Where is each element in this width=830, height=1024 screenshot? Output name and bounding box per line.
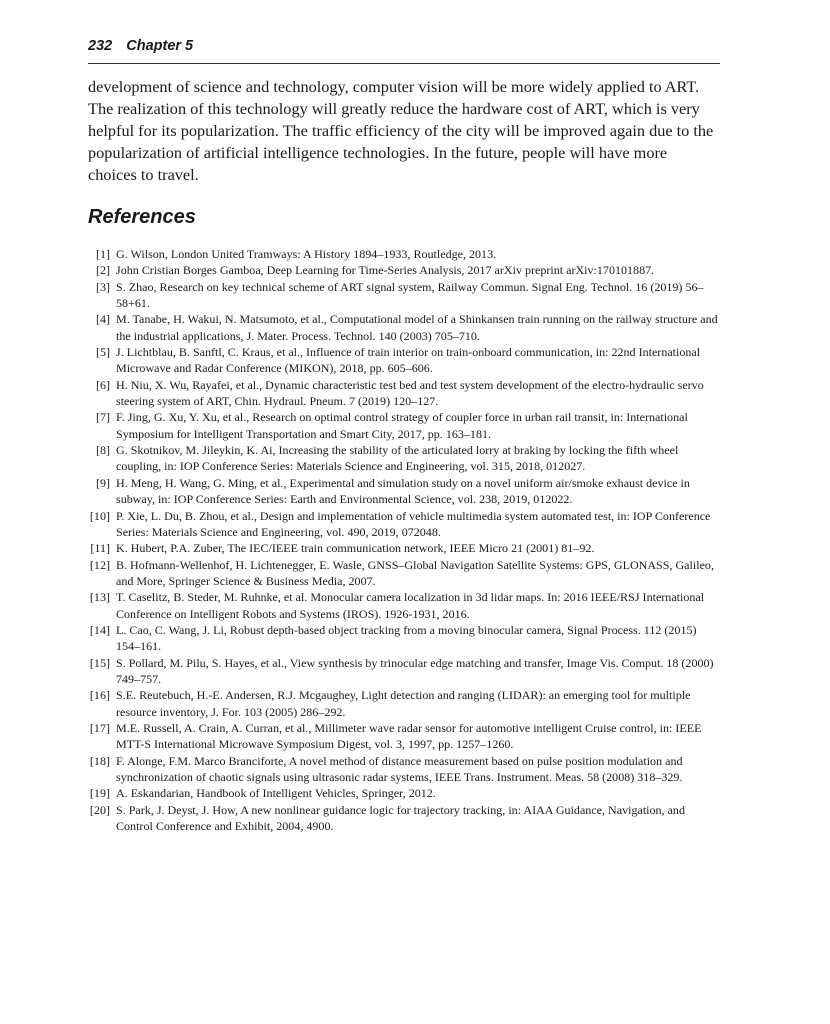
reference-item: [88, 344, 722, 377]
reference-number: [7]: [95, 410, 110, 425]
reference-item: [88, 557, 722, 590]
reference-number: [4]: [95, 312, 110, 327]
reference-text: M. Tanabe, H. Wakui, N. Matsumoto, et al., Computational model of a Shinkansen train running on the railway structure and the industrial applications, J. Mater. Process. Technol. 140 (2003) 705–710.: [116, 312, 718, 343]
running-header: [88, 38, 720, 54]
reference-item: [88, 622, 722, 655]
reference-text: A. Eskandarian, Handbook of Intelligent Vehicles, Springer, 2012.: [116, 786, 436, 801]
reference-text: T. Caselitz, B. Steder, M. Ruhnke, et al. Monocular camera localization in 3d lidar maps. In: 2016 IEEE/RSJ International Conference on Intelligent Robots and Systems (IROS). 1926-1931, 2016.: [116, 590, 705, 621]
reference-text: S. Pollard, M. Pilu, S. Hayes, et al., View synthesis by trinocular edge matching and transfer, Image Vis. Comput. 18 (2000) 749–757.: [116, 655, 714, 686]
reference-item: [88, 262, 722, 278]
reference-number: [10]: [89, 508, 110, 523]
reference-number: [5]: [95, 345, 110, 360]
reference-number: [14]: [89, 622, 110, 637]
reference-text: F. Alonge, F.M. Marco Branciforte, A novel method of distance measurement based on pulse position modulation and synchronization of chaotic signals using ultrasonic radar systems, IEEE Trans. Instrument. Meas. 58 (2008) 318–329.: [116, 753, 683, 784]
reference-text: H. Meng, H. Wang, G. Ming, et al., Experimental and simulation study on a novel uniform air/smoke exhaust device in subway, in: IOP Conference Series: Earth and Environmental Science, vol. 238, 2019, 012022.: [116, 475, 690, 507]
reference-item: [88, 687, 722, 720]
reference-item: [88, 409, 722, 442]
body-paragraph: development of science and technology, computer vision will be more widely applied to ART. The realization of this technology will greatly reduce the hardware cost of ART, which is very helpful for its popularization. The traffic efficiency of the city will be improved again due to the popularization of artificial intelligence technologies. In the future, people will have more choices to travel.: [88, 77, 714, 184]
reference-item: [88, 246, 722, 262]
reference-item: [88, 311, 722, 344]
reference-number: [18]: [89, 753, 110, 768]
references-heading: References: [88, 206, 196, 228]
reference-text: K. Hubert, P.A. Zuber, The IEC/IEEE train communication network, IEEE Micro 21 (2001) 81–92.: [116, 541, 595, 556]
page-number: 232: [88, 38, 113, 54]
reference-text: H. Niu, X. Wu, Rayafei, et al., Dynamic characteristic test bed and test system development of the electro-hydraulic servo steering system of ART, Chin. Hydraul. Pneum. 7 (2019) 120–127.: [116, 377, 704, 409]
reference-item: [88, 540, 722, 556]
reference-number: [11]: [90, 541, 110, 556]
reference-text: J. Lichtblau, B. Sanftl, C. Kraus, et al., Influence of train interior on train-onboard communication, in: 22nd International Microwave and Radar Conference (MIKON), 2018, pp. 605–606.: [116, 345, 701, 376]
reference-number: [13]: [89, 590, 110, 605]
reference-number: [3]: [95, 279, 110, 294]
reference-text: S. Zhao, Research on key technical scheme of ART signal system, Railway Commun. Signal Eng. Technol. 16 (2019) 56–58+61.: [116, 279, 704, 311]
reference-item: [88, 753, 722, 786]
reference-text: John Cristian Borges Gamboa, Deep Learning for Time-Series Analysis, 2017 arXiv preprint arXiv:170101887.: [116, 263, 655, 278]
reference-item: [88, 785, 722, 801]
reference-item: [88, 475, 722, 508]
reference-item: [88, 442, 722, 475]
reference-text: S.E. Reutebuch, H.-E. Andersen, R.J. Mcgaughey, Light detection and ranging (LIDAR): an emerging tool for multiple resource inventory, J. For. 103 (2005) 286–292.: [116, 688, 691, 719]
reference-item: [88, 655, 722, 688]
reference-number: [19]: [89, 786, 110, 801]
reference-number: [6]: [95, 377, 110, 392]
references-list: [88, 246, 722, 834]
reference-text: M.E. Russell, A. Crain, A. Curran, et al., Millimeter wave radar sensor for automotive intelligent Cruise control, in: IEEE MTT-S International Microwave Symposium Digest, vol. 3, 1997, pp. 1257–1260.: [116, 720, 702, 752]
reference-item: [88, 589, 722, 622]
reference-number: [20]: [89, 802, 110, 817]
reference-item: [88, 377, 722, 410]
reference-text: P. Xie, L. Du, B. Zhou, et al., Design and implementation of vehicle multimedia system automated test, in: IOP Conference Series: Materials Science and Engineering, vol. 490, 2019, 072048.: [116, 508, 711, 539]
reference-item: [88, 508, 722, 541]
header-rule: [88, 63, 720, 64]
reference-number: [17]: [89, 720, 110, 735]
reference-item: [88, 802, 722, 835]
reference-text: B. Hofmann-Wellenhof, H. Lichtenegger, E. Wasle, GNSS–Global Navigation Satellite Systems: GPS, GLONASS, Galileo, and More, Springer Science & Business Media, 2007.: [116, 557, 714, 588]
reference-number: [12]: [89, 557, 110, 572]
chapter-label: Chapter 5: [126, 38, 194, 54]
reference-number: [15]: [89, 655, 110, 670]
reference-text: G. Skotnikov, M. Jileykin, K. Ai, Increasing the stability of the articulated lorry at braking by locking the fifth wheel coupling, in: IOP Conference Series: Materials Science and Engineering, vol. 315, 2018, 012027.: [116, 443, 679, 474]
reference-number: [1]: [95, 247, 110, 261]
reference-number: [2]: [95, 263, 110, 278]
reference-number: [8]: [95, 443, 110, 458]
reference-number: [16]: [89, 688, 110, 703]
reference-text: S. Park, J. Deyst, J. How, A new nonlinear guidance logic for trajectory tracking, in: AIAA Guidance, Navigation, and Control Conference and Exhibit, 2004, 4900.: [116, 802, 685, 834]
reference-number: [9]: [95, 475, 110, 490]
reference-text: F. Jing, G. Xu, Y. Xu, et al., Research on optimal control strategy of coupler force in urban rail transit, in: International Symposium for Intelligent Transportation and Smart City, 2017, pp. 163–181.: [116, 410, 688, 441]
reference-item: [88, 279, 722, 312]
reference-text: G. Wilson, London United Tramways: A History 1894–1933, Routledge, 2013.: [116, 247, 497, 261]
reference-text: L. Cao, C. Wang, J. Li, Robust depth-based object tracking from a moving binocular camera, Signal Process. 112 (2015) 154–161.: [116, 622, 697, 654]
reference-item: [88, 720, 722, 753]
